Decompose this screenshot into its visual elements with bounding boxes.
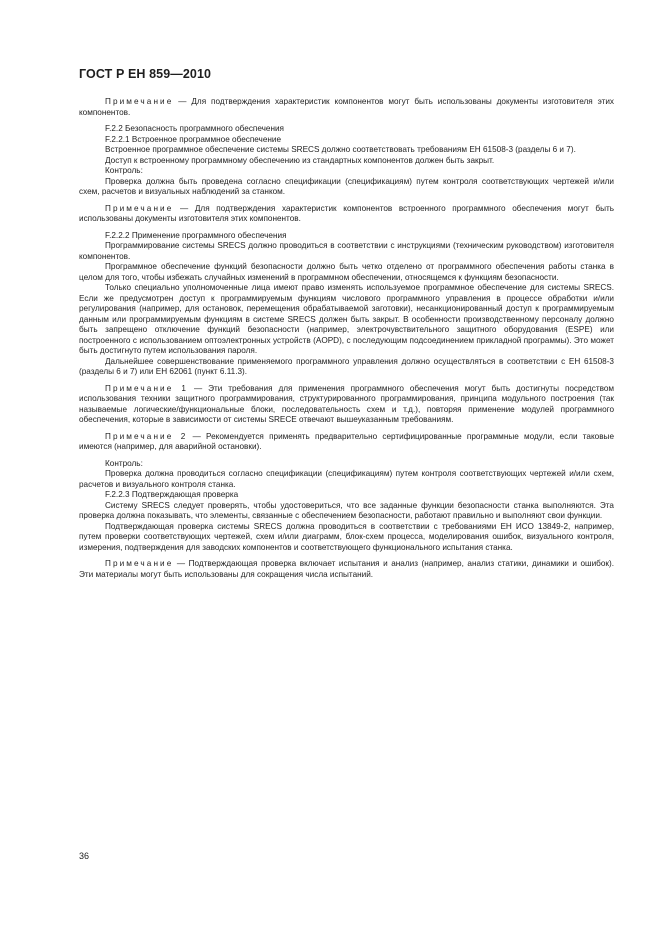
note-paragraph	[79, 559, 614, 580]
note-label: Примечание	[105, 203, 174, 213]
note-label: Примечание	[105, 559, 174, 568]
paragraph: Доступ к встроенному программному обеспечению из стандартных компонентов должен быть закрыт.	[105, 155, 495, 165]
note-text: — Подтверждающая проверка включает испытания и анализ (например, анализ статики, динамики и ошибок). Эти материалы могут быть использованы для сокращения числа испытаний.	[79, 559, 614, 579]
note-paragraph	[79, 384, 614, 426]
note-label: Примечание 1	[105, 383, 189, 393]
page-number: 36	[79, 851, 90, 861]
note-paragraph	[79, 432, 614, 453]
paragraph: Программирование системы SRECS должно проводиться в соответствии с инструкциями (техническим руководством) изготовителя компонентов.	[79, 241, 614, 261]
subsection-heading: F.2.2.3 Подтверждающая проверка	[105, 490, 239, 499]
note-text: — Эти требования для применения программного обеспечения могут быть достигнуты посредством использования техники защитного программирования, структурированного программирования, принципа модульного построения (так называемые логические/функциональные блоки, последовательность схем и т.д.), повторяя применение модулей программного обеспечения, которые в зависимости от системы SRECE отвечают вышеуказанным требованиям.	[79, 383, 615, 424]
note-paragraph	[79, 97, 614, 118]
paragraph: Встроенное программное обеспечение системы SRECS должно соответствовать требованиям ЕН 61508-3 (разделы 6 и 7).	[105, 145, 576, 154]
paragraph: Проверка должна проводиться согласно спецификации (спецификациям) путем контроля соответствующих чертежей и/или схем, расчетов и визуального контроля станка.	[79, 469, 614, 489]
subsection-heading: F.2.2.1 Встроенное программное обеспечение	[105, 134, 282, 144]
note-label: Примечание 2	[105, 431, 188, 441]
paragraph: Систему SRECS следует проверять, чтобы удостовериться, что все заданные функции безопасности станка выполняются. Эта проверка должна показывать, что элементы, связанные с обеспечением безопасности, работают правильно и выполняют свои функции.	[79, 500, 614, 520]
paragraph: Программное обеспечение функций безопасности должно быть четко отделено от программного обеспечения работы станка в целом для того, чтобы избежать случайных изменений в программном обеспечении, относящемся к функциям безопасности.	[79, 262, 614, 282]
paragraph: Дальнейшее совершенствование применяемого программного управления должно осуществляться в соответствии с ЕН 61508-3 (разделы 6 и 7) или ЕН 62061 (пункт 6.11.3).	[79, 356, 614, 376]
document-body	[79, 97, 614, 580]
note-text: — Для подтверждения характеристик компонентов могут быть использованы документы изготовителя этих компонентов.	[79, 97, 614, 117]
control-label: Контроль:	[105, 458, 143, 468]
note-text: — Рекомендуется применять предварительно сертифицированные программные модули, если таковые имеются (например, для аварийной остановки).	[79, 431, 614, 451]
note-label: Примечание	[105, 97, 174, 106]
paragraph: Только специально уполномоченные лица имеют право изменять используемое программное обеспечение для системы SRECS. Если же предусмотрен доступ к программируемым функциям числового программного управления в процессе обработки и/или регулирования (например, для остановок, перемещения обрабатываемой заготовки), несанкционированный доступ к программируемым данным или программируемым функциям в системе SRECS должен быть закрыт. В особенности производственному персоналу должно быть запрещено отключение функций безопасности (например, электрочувствительного защитного оборудования (ESPE) или построенного с использованием оптоэлектронных устройств (AOPD), с последующим подсоединением прикладной программы). Это может быть достигнуто путем использования пароля.	[79, 283, 614, 355]
paragraph: Проверка должна быть проведена согласно спецификации (спецификациям) путем контроля соответствующих чертежей и/или схем, расчетов и визуальных наблюдений за станком.	[79, 176, 614, 196]
note-text: — Для подтверждения характеристик компонентов встроенного программного обеспечения могут быть использованы документы изготовителя этих компонентов.	[79, 203, 614, 223]
control-label: Контроль:	[105, 166, 143, 175]
paragraph: Подтверждающая проверка системы SRECS должна проводиться в соответствии с требованиями ЕН ИСО 13849-2, например, путем проверки соответствующих чертежей, схем и/или диаграмм, блок-схем процесса, моделирования ошибок, визуального контроля, измерения, подтверждения для заводских компонентов и соответствующего функционального испытания станка.	[79, 521, 614, 552]
subsection-heading: F.2.2.2 Применение программного обеспечения	[105, 230, 287, 240]
note-paragraph	[79, 204, 614, 225]
section-heading: F.2.2 Безопасность программного обеспечения	[105, 124, 284, 133]
document-header: ГОСТ Р ЕН 859—2010	[79, 67, 212, 81]
